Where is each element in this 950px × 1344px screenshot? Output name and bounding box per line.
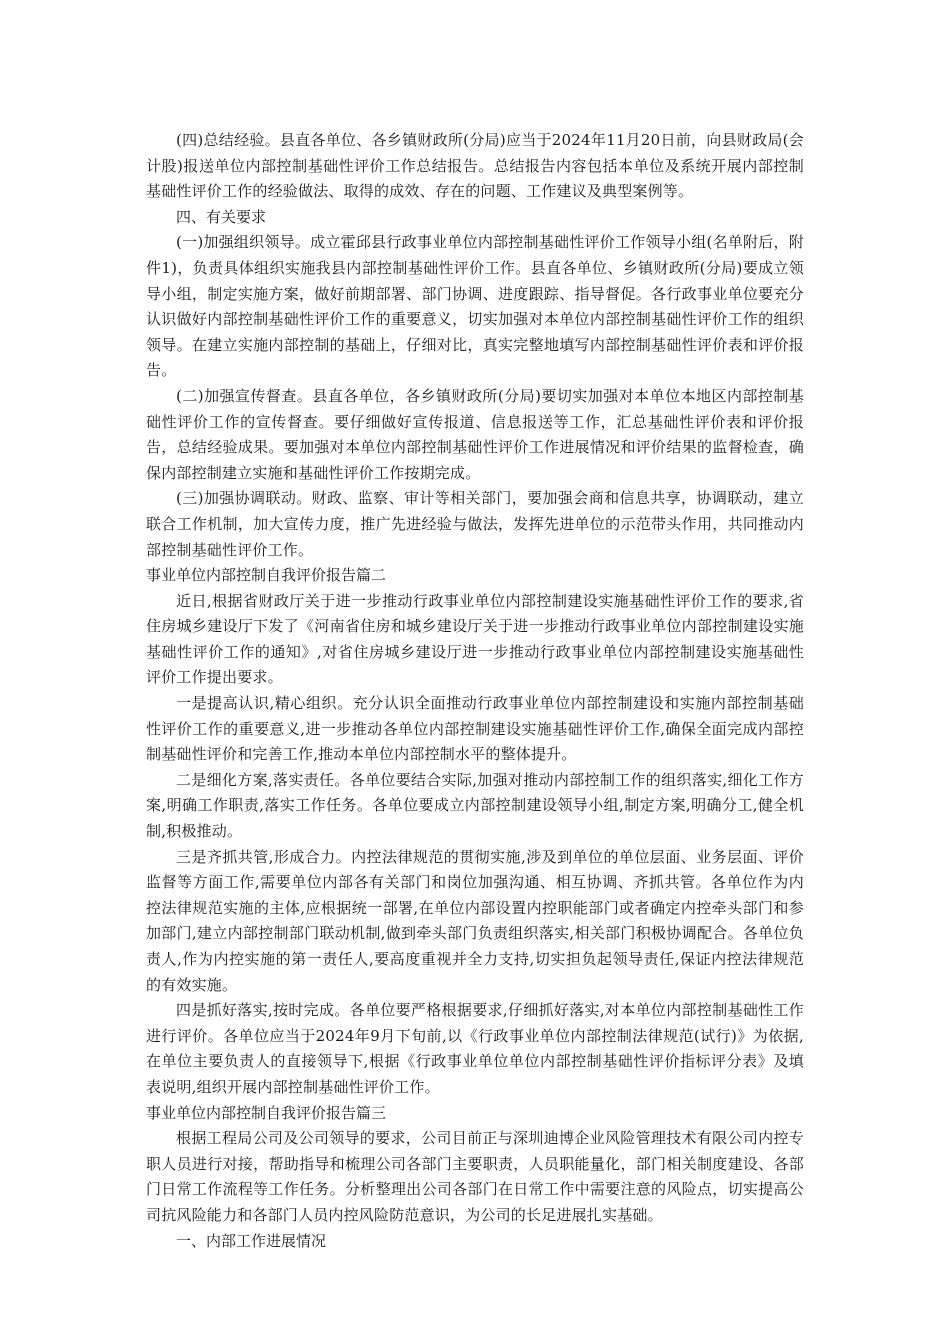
- paragraph-coordination: (三)加强协调联动。财政、监察、审计等相关部门，要加强会商和信息共享，协调联动，建立联合工作机制，加大宣传力度，推广先进经验与做法，发挥先进单位的示范带头作用，共同推动内部控制基础性评价工作。: [146, 489, 804, 559]
- section-heading-requirements: 四、有关要求: [176, 207, 267, 226]
- paragraph-point-two: 二是细化方案,落实责任。各单位要结合实际,加强对推动内部控制工作的组织落实,细化工作方案,明确工作职责,落实工作任务。各单位要成立内部控制建设领导小组,制定方案,明确分工,健全机制,积极推动。: [146, 770, 804, 841]
- section-heading-internal-progress: 一、内部工作进展情况: [176, 1231, 327, 1250]
- paragraph-recent-notice: 近日,根据省财政厅关于进一步推动行政事业单位内部控制建设实施基础性评价工作的要求,省住房城乡建设厅下发了《河南省住房和城乡建设厅关于进一步推动行政事业单位内部控制建设实施基础性评价工作的通知》,对省住房城乡建设厅进一步推动行政事业单位内部控制建设实施基础性评价工作提出要求。: [146, 591, 804, 687]
- paragraph-summary-experience: (四)总结经验。县直各单位、各乡镇财政所(分局)应当于2024年11月20日前，向县财政局(会计股)报送单位内部控制基础性评价工作总结报告。总结报告内容包括本单位及系统开展内部控制基础性评价工作的经验做法、取得的成效、存在的问题、工作建议及典型案例等。: [146, 131, 804, 201]
- report-heading-part-three: 事业单位内部控制自我评价报告篇三: [146, 1103, 387, 1122]
- paragraph-publicity-supervision: (二)加强宣传督查。县直各单位，各乡镇财政所(分局)要切实加强对本单位本地区内部控制基础性评价工作的宣传督查。要仔细做好宣传报道、信息报送等工作，汇总基础性评价表和评价报告，总结经验成果。要加强对本单位内部控制基础性评价工作进展情况和评价结果的监督检查，确保内部控制建立实施和基础性评价工作按期完成。: [146, 386, 804, 482]
- paragraph-point-four: 四是抓好落实,按时完成。各单位要严格根据要求,仔细抓好落实,对本单位内部控制基础性工作进行评价。各单位应当于2024年9月下旬前,以《行政事业单位内部控制法律规范(试行)》为依据,在单位主要负责人的直接领导下,根据《行政事业单位单位内部控制基础性评价指标评分表》及填表说明,组织开展内部控制基础性评价工作。: [146, 1001, 804, 1096]
- paragraph-point-one: 一是提高认识,精心组织。充分认识全面推动行政事业单位内部控制建设和实施内部控制基础性评价工作的重要意义,进一步推动各单位内部控制建设实施基础性评价工作,确保全面完成内部控制基础性评价和完善工作,推动本单位内部控制水平的整体提升。: [146, 694, 804, 764]
- paragraph-company-requirements: 根据工程局公司及公司领导的要求，公司目前正与深圳迪博企业风险管理技术有限公司内控专职人员进行对接，帮助指导和梳理公司各部门主要职责，人员职能量化，部门相关制度建设、各部门日常工作流程等工作任务。分析整理出公司各部门在日常工作中需要注意的风险点，切实提高公司抗风险能力和各部门人员内控风险防范意识，为公司的长足进展扎实基础。: [146, 1129, 804, 1224]
- paragraph-point-three: 三是齐抓共管,形成合力。内控法律规范的贯彻实施,涉及到单位的单位层面、业务层面、评价监督等方面工作,需要单位内部各有关部门和岗位加强沟通、相互协调、齐抓共管。各单位作为内控法律规范实施的主体,应根据统一部署,在单位内部设置内控职能部门或者确定内控牵头部门和参加部门,建立内部控制部门联动机制,做到牵头部门负责组织落实,相关部门积极协调配合。各单位负责人,作为内控实施的第一责任人,要高度重视并全力支持,切实担负起领导责任,保证内控法律规范的有效实施。: [146, 847, 804, 994]
- report-heading-part-two: 事业单位内部控制自我评价报告篇二: [146, 566, 387, 585]
- paragraph-organization-leadership: (一)加强组织领导。成立霍邱县行政事业单位内部控制基础性评价工作领导小组(名单附后，附件1)，负责具体组织实施我县内部控制基础性评价工作。县直各单位、乡镇财政所(分局)要成立领导小组，制定实施方案，做好前期部署、部门协调、进度跟踪、指导督促。各行政事业单位要充分认识做好内部控制基础性评价工作的重要意义，切实加强对本单位内部控制基础性评价工作的组织领导。在建立实施内部控制的基础上，仔细对比，真实完整地填写内部控制基础性评价表和评价报告。: [146, 233, 804, 380]
